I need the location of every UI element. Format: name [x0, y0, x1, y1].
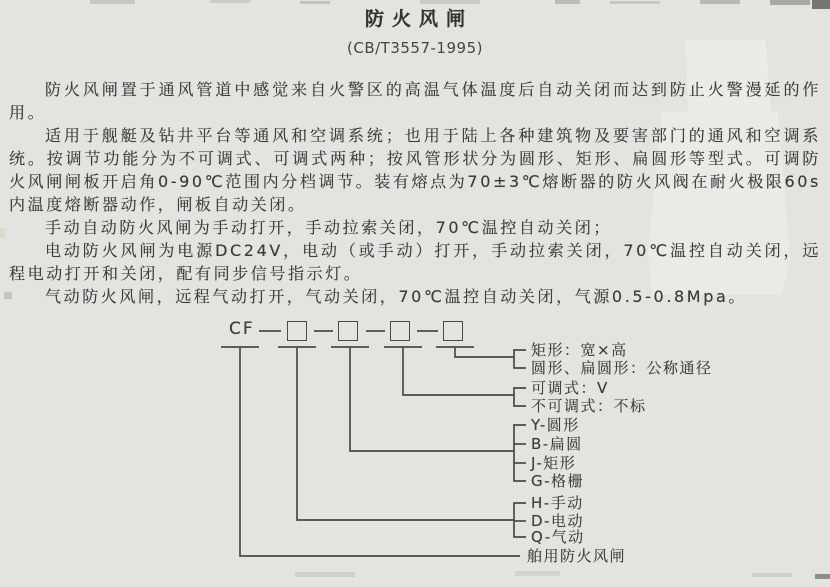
label-adjustable: 可调式：V — [531, 379, 609, 397]
label-q-pneumatic: Q-气动 — [531, 528, 585, 546]
code-box-3 — [390, 321, 410, 341]
code-box-4 — [443, 321, 463, 341]
para-application: 适用于舰艇及钻井平台等通风和空调系统；也用于陆上各种建筑物及要害部门的通风和空调系统。按调节功能分为不可调式、可调式两种；按风管形状分为圆形、矩形、扁圆形等型式。可调防火风闸闸板开启角0-90℃范围内分档调节。装有熔点为70±3℃熔断器的防火风阀在耐火极限60s内温度熔断器动作，闸板自动关闭。 — [9, 126, 821, 214]
label-non-adjustable: 不可调式：不标 — [531, 397, 647, 415]
code-box-1 — [287, 321, 307, 341]
label-marine-fire-damper: 舶用防火风闸 — [527, 547, 627, 565]
label-b-flat-oval: B-扁圆 — [531, 435, 583, 453]
label-rect-dimension: 矩形：宽×高 — [531, 341, 628, 359]
label-d-electric: D-电动 — [531, 512, 584, 530]
code-prefix: CF — [229, 319, 255, 339]
label-j-rectangular: J-矩形 — [531, 454, 577, 472]
para-overview: 防火风闸置于通风管道中感觉来自火警区的高温气体温度后自动关闭而达到防止火警漫延的作用。 — [9, 80, 821, 122]
code-box-2 — [338, 321, 358, 341]
para-electric-type: 电动防火风闸为电源DC24V，电动（或手动）打开，手动拉索关闭，70℃温控自动关闭，远程电动打开和关闭，配有同步信号指示灯。 — [9, 241, 821, 283]
label-round-nominal-diameter: 圆形、扁圆形：公称通径 — [531, 359, 713, 377]
para-manual-type: 手动自动防火风闸为手动打开，手动拉索关闭，70℃温控自动关闭； — [45, 218, 612, 237]
para-pneumatic-type: 气动防火风闸，远程气动打开，气动关闭，70℃温控自动关闭，气源0.5-0.8Mpa。 — [45, 287, 747, 306]
standard-number: (CB/T3557-1995) — [347, 39, 483, 57]
bracket-lines — [514, 350, 526, 537]
label-g-grille: G-格栅 — [531, 472, 585, 490]
page-title: 防火风闸 — [364, 8, 473, 30]
label-y-round: Y-圆形 — [531, 416, 580, 434]
label-h-manual: H-手动 — [531, 494, 584, 512]
connector-lines — [240, 348, 520, 556]
